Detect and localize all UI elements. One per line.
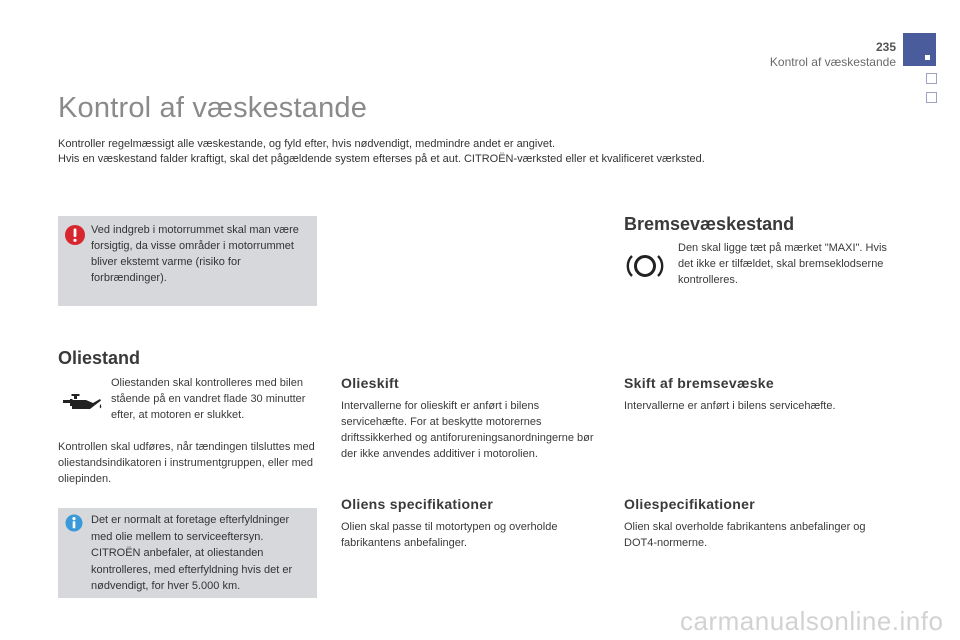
info-icon [65,514,83,532]
brake-warning-icon [626,252,664,280]
oil-change-heading: Olieskift [341,375,399,391]
intro-line-2: Hvis en væskestand falder kraftigt, skal det pågældende system efterses på et aut. CITROËN-værksted eller et kvalificeret værksted. [58,153,705,165]
chapter-tab-2[interactable] [926,73,937,84]
brake-fluid-change-heading: Skift af bremsevæske [624,375,774,391]
warning-icon [64,224,86,246]
brake-fluid-spec-heading: Oliespecifikationer [624,496,755,512]
info-note-text: Det er normalt at foretage efterfyldninger med olie mellem to serviceeftersyn. CITROËN anbefaler, at oliestanden kontrolleres, med efterfyldning hvis det er nødvendigt, for hver 5.000 km. [91,514,293,592]
watermark: carmanualsonline.info [680,606,944,636]
brake-fluid-change-text: Intervallerne er anført i bilens servicehæfte. [624,400,836,412]
tab-marker-icon [925,55,930,60]
oil-level-heading: Oliestand [58,348,141,368]
brake-fluid-text: Den skal ligge tæt på mærket "MAXI". Hvis det ikke er tilfældet, skal bremseklodserne kontrolleres. [678,242,887,286]
oil-change-text: Intervallerne for olieskift er anført i bilens servicehæfte. For at beskytte motorernes driftssikkerhed og antiforureningsanordningerne bør der ikke anvendes additiver i motorolien. [341,400,594,460]
warning-note [58,216,317,306]
oil-level-text-1: Oliestanden skal kontrolleres med bilen stående på en vandret flade 30 minutter efter, at motoren er slukket. [111,377,306,421]
page-title: Kontrol af væskestande [58,92,368,124]
chapter-tab-active[interactable] [903,33,936,66]
oil-spec-text: Olien skal passe til motortypen og overholde fabrikantens anbefalinger. [341,521,558,549]
intro-line-1: Kontroller regelmæssigt alle væskestande, og fyld efter, hvis nødvendigt, medmindre andet er angivet. [58,138,556,150]
chapter-tab-3[interactable] [926,92,937,103]
brake-fluid-spec-text: Olien skal overholde fabrikantens anbefalinger og DOT4-normerne. [624,521,866,549]
intro-paragraph [58,137,908,167]
oil-spec-heading: Oliens specifikationer [341,496,494,512]
info-note [58,508,317,598]
oil-can-icon [62,394,104,414]
running-title: Kontrol af væskestande [769,55,896,69]
warning-note-text: Ved indgreb i motorrummet skal man være forsigtig, da visse områder i motorrummet bliver ekstemt varme (risiko for forbrændinger). [91,224,299,284]
page-number: 235 [875,40,896,54]
brake-fluid-heading: Bremsevæskestand [624,214,795,234]
oil-level-text-2: Kontrollen skal udføres, når tændingen tilsluttes med oliestandsindikatoren i instrumentgruppen, eller med oliepinden. [58,441,315,485]
